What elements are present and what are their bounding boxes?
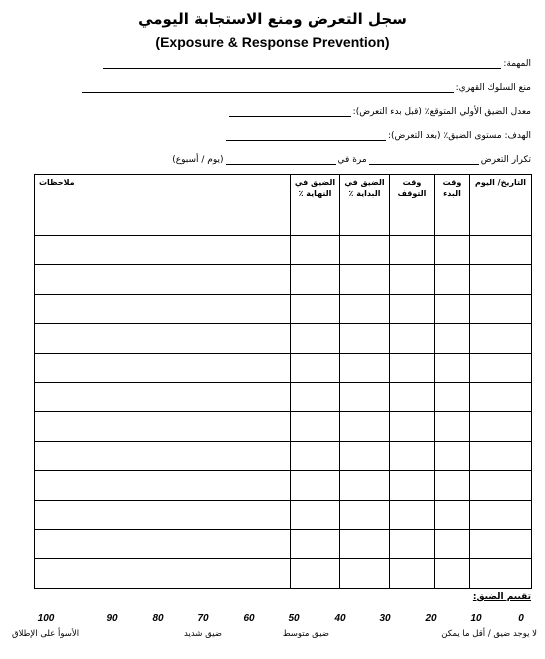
- table-cell[interactable]: [35, 265, 291, 294]
- table-cell[interactable]: [35, 294, 291, 323]
- header-notes: ملاحظات: [35, 175, 291, 236]
- goal-line[interactable]: [226, 130, 386, 141]
- table-cell[interactable]: [340, 500, 390, 529]
- table-cell[interactable]: [435, 383, 470, 412]
- task-field: [103, 58, 531, 69]
- table-cell[interactable]: [340, 471, 390, 500]
- table-row: [35, 294, 532, 323]
- table-cell[interactable]: [35, 559, 291, 589]
- scale-label-none: لا يوجد ضيق / أقل ما يمكن: [441, 629, 537, 639]
- table-cell[interactable]: [340, 265, 390, 294]
- table-cell[interactable]: [340, 412, 390, 441]
- table-cell[interactable]: [340, 294, 390, 323]
- table-cell[interactable]: [291, 559, 340, 589]
- table-cell[interactable]: [435, 559, 470, 589]
- table-cell[interactable]: [470, 500, 532, 529]
- table-cell[interactable]: [291, 236, 340, 265]
- table-row: [35, 353, 532, 382]
- table-cell[interactable]: [291, 530, 340, 559]
- table-header-row: [35, 175, 532, 236]
- table-row: [35, 559, 532, 589]
- title-arabic: سجل التعرض ومنع الاستجابة اليومي: [138, 10, 407, 28]
- table-cell[interactable]: [470, 353, 532, 382]
- table-cell[interactable]: [35, 441, 291, 470]
- table-cell[interactable]: [35, 383, 291, 412]
- table-cell[interactable]: [390, 383, 435, 412]
- scale-number: 10: [470, 613, 482, 624]
- table-row: [35, 236, 532, 265]
- scale-label-severe: ضيق شديد: [184, 629, 222, 639]
- frequency-period-line[interactable]: [226, 154, 336, 165]
- table-cell[interactable]: [340, 530, 390, 559]
- table-cell[interactable]: [35, 236, 291, 265]
- table-cell[interactable]: [390, 559, 435, 589]
- table-cell[interactable]: [435, 471, 470, 500]
- header-start-time: وقت البدء: [435, 175, 470, 236]
- table-cell[interactable]: [340, 353, 390, 382]
- table-row: [35, 324, 532, 353]
- header-distress-start: الضيق في البداية ٪: [340, 175, 390, 236]
- table-row: [35, 530, 532, 559]
- scale-label-moderate: ضيق متوسط: [282, 629, 329, 639]
- table-cell[interactable]: [435, 441, 470, 470]
- table-cell[interactable]: [291, 412, 340, 441]
- table-cell[interactable]: [470, 236, 532, 265]
- frequency-count-line[interactable]: [369, 154, 479, 165]
- scale-number: 20: [425, 613, 437, 624]
- table-cell[interactable]: [470, 471, 532, 500]
- table-cell[interactable]: [390, 353, 435, 382]
- table-cell[interactable]: [470, 294, 532, 323]
- exposure-log-table: [34, 174, 532, 589]
- table-cell[interactable]: [470, 530, 532, 559]
- task-line[interactable]: [103, 58, 501, 69]
- frequency-unit-label: (يوم / أسبوع): [172, 155, 224, 165]
- table-cell[interactable]: [470, 265, 532, 294]
- header-distress-end: الضيق في النهاية ٪: [291, 175, 340, 236]
- table-cell[interactable]: [35, 324, 291, 353]
- table-cell[interactable]: [340, 236, 390, 265]
- rating-title: تقييم الضيق:: [472, 592, 531, 602]
- table-cell[interactable]: [390, 324, 435, 353]
- scale-number: 30: [379, 613, 391, 624]
- table-row: [35, 441, 532, 470]
- scale-number: 50: [288, 613, 300, 624]
- table-cell[interactable]: [390, 294, 435, 323]
- table-cell[interactable]: [35, 500, 291, 529]
- table-cell[interactable]: [291, 500, 340, 529]
- table-cell[interactable]: [390, 265, 435, 294]
- table-row: [35, 383, 532, 412]
- table-cell[interactable]: [435, 530, 470, 559]
- table-cell[interactable]: [435, 500, 470, 529]
- scale-number: 0: [518, 613, 524, 624]
- table-cell[interactable]: [390, 412, 435, 441]
- table-cell[interactable]: [291, 353, 340, 382]
- table-cell[interactable]: [340, 559, 390, 589]
- table-cell[interactable]: [470, 559, 532, 589]
- table-cell[interactable]: [470, 383, 532, 412]
- table-cell[interactable]: [435, 294, 470, 323]
- table-cell[interactable]: [390, 500, 435, 529]
- compulsion-line[interactable]: [82, 82, 454, 93]
- table-row: [35, 500, 532, 529]
- table-cell[interactable]: [291, 294, 340, 323]
- header-stop-time: وقت التوقف: [390, 175, 435, 236]
- title-english: (Exposure & Response Prevention): [155, 34, 390, 50]
- table-cell[interactable]: [435, 265, 470, 294]
- goal-field: [226, 130, 531, 141]
- table-cell[interactable]: [291, 324, 340, 353]
- scale-number: 100: [37, 613, 55, 624]
- table-cell[interactable]: [291, 441, 340, 470]
- goal-label: الهدف: مستوى الضيق٪ (بعد التعرض):: [387, 131, 531, 141]
- scale-number: 40: [334, 613, 346, 624]
- initial-distress-label: معدل الضيق الأولي المتوقع٪ (قبل بدء التعرض):: [352, 107, 531, 117]
- scale-number: 70: [197, 613, 209, 624]
- initial-distress-field: [229, 106, 531, 117]
- scale-label-worst: الأسوأ على الإطلاق: [12, 629, 80, 639]
- table-cell[interactable]: [435, 324, 470, 353]
- frequency-field: [170, 154, 531, 165]
- table-cell[interactable]: [340, 441, 390, 470]
- table-cell[interactable]: [470, 441, 532, 470]
- table-cell[interactable]: [340, 324, 390, 353]
- header-date-day: التاريخ/ اليوم: [470, 175, 532, 236]
- compulsion-label: منع السلوك القهري:: [455, 83, 531, 93]
- table-cell[interactable]: [291, 265, 340, 294]
- table-row: [35, 265, 532, 294]
- frequency-times-label: مرة في: [337, 155, 367, 165]
- table-cell[interactable]: [390, 530, 435, 559]
- table-cell[interactable]: [390, 236, 435, 265]
- table-cell[interactable]: [35, 353, 291, 382]
- table-cell[interactable]: [435, 236, 470, 265]
- table-cell[interactable]: [35, 412, 291, 441]
- table-row: [35, 412, 532, 441]
- compulsion-field: [82, 82, 531, 93]
- table-cell[interactable]: [291, 471, 340, 500]
- table-cell[interactable]: [470, 324, 532, 353]
- table-cell[interactable]: [35, 530, 291, 559]
- scale-number: 90: [106, 613, 118, 624]
- scale-number: 80: [152, 613, 164, 624]
- table-cell[interactable]: [35, 471, 291, 500]
- table-cell[interactable]: [291, 383, 340, 412]
- table-row: [35, 471, 532, 500]
- table-cell[interactable]: [435, 412, 470, 441]
- table-cell[interactable]: [390, 471, 435, 500]
- table-cell[interactable]: [390, 441, 435, 470]
- frequency-label: تكرار التعرض: [480, 155, 531, 165]
- table-cell[interactable]: [340, 383, 390, 412]
- table-cell[interactable]: [435, 353, 470, 382]
- table-cell[interactable]: [470, 412, 532, 441]
- scale-number: 60: [243, 613, 255, 624]
- initial-distress-line[interactable]: [229, 106, 351, 117]
- task-label: المهمة:: [503, 59, 531, 69]
